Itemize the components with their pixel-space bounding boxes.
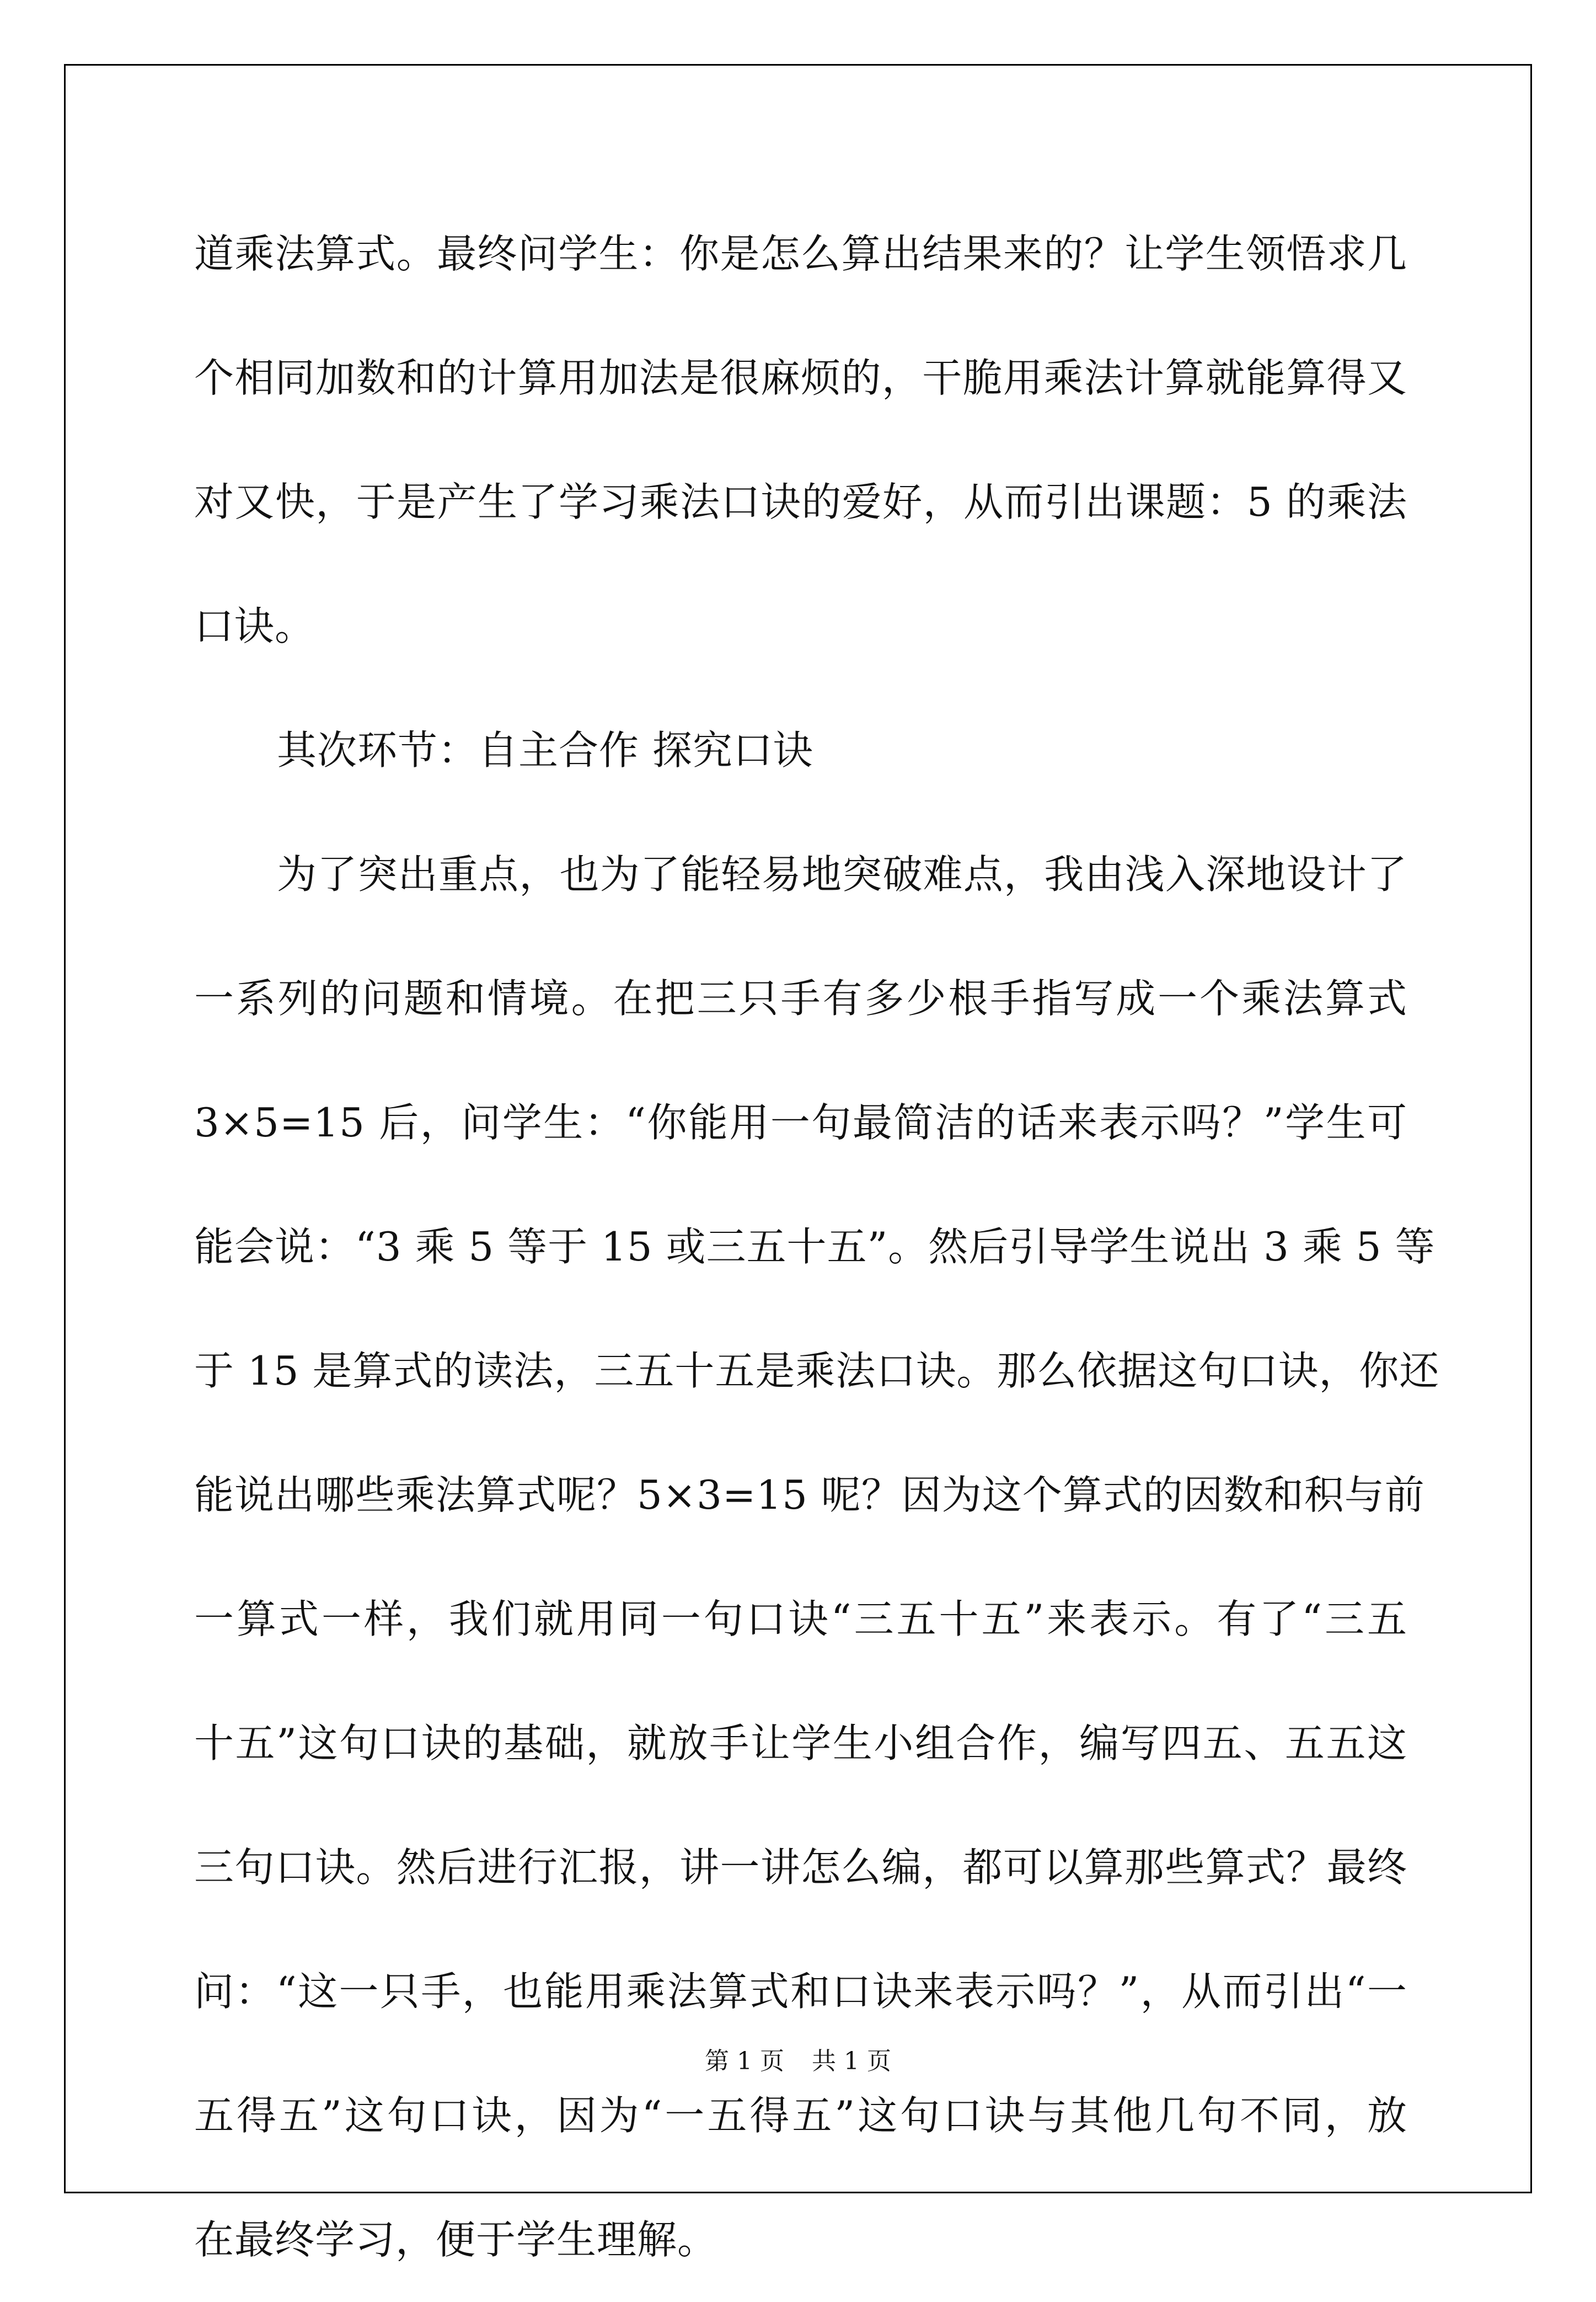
text-line: 道乘法算式。最终问学生：你是怎么算出结果来的？让学生领悟求几 — [194, 231, 1407, 277]
text-line: 能说出哪些乘法算式呢？5×3=15 呢？因为这个算式的因数和积与前 — [194, 1472, 1425, 1518]
text-line: 一算式一样，我们就用同一句口诀“三五十五”来表示。有了“三五 — [194, 1596, 1407, 1642]
heading-text: 其次环节：自主合作 探究口诀 — [277, 727, 813, 773]
paragraph-main — [194, 813, 1440, 2302]
section-heading — [194, 688, 1407, 813]
text-line: 十五”这句口诀的基础，就放手让学生小组合作，编写四五、五五这 — [194, 1720, 1407, 1766]
text-line: 问：“这一只手，也能用乘法算式和口诀来表示吗？”，从而引出“一 — [194, 1968, 1407, 2015]
page-number-current: 第 1 页 — [705, 2047, 784, 2075]
text-line: 在最终学习，便于学生理解。 — [194, 2216, 718, 2263]
page-number-total: 共 1 页 — [812, 2047, 891, 2075]
text-line: 三句口诀。然后进行汇报，讲一讲怎么编，都可以算那些算式？最终 — [194, 1844, 1407, 1890]
text-line: 口诀。 — [194, 603, 315, 649]
text-line: 一系列的问题和情境。在把三只手有多少根手指写成一个乘法算式 — [194, 975, 1407, 1022]
text-line: 个相同加数和的计算用加法是很麻烦的，干脆用乘法计算就能算得又 — [194, 355, 1407, 401]
text-line: 于 15 是算式的读法，三五十五是乘法口诀。那么依据这句口诀，你还 — [194, 1348, 1440, 1394]
text-line: 为了突出重点，也为了能轻易地突破难点，我由浅入深地设计了 — [277, 851, 1407, 898]
text-line: 能会说：“3 乘 5 等于 15 或三五十五”。然后引导学生说出 3 乘 5 等 — [194, 1224, 1436, 1270]
page-footer — [0, 2041, 1596, 2076]
document-body — [194, 192, 1440, 2302]
text-line: 对又快，于是产生了学习乘法口诀的爱好，从而引出课题：5 的乘法 — [194, 479, 1407, 525]
text-line: 五得五”这句口诀，因为“一五得五”这句口诀与其他几句不同，放 — [194, 2092, 1407, 2139]
paragraph-intro — [194, 192, 1407, 688]
text-line: 3×5=15 后，问学生：“你能用一句最简洁的话来表示吗？”学生可 — [194, 1099, 1407, 1146]
